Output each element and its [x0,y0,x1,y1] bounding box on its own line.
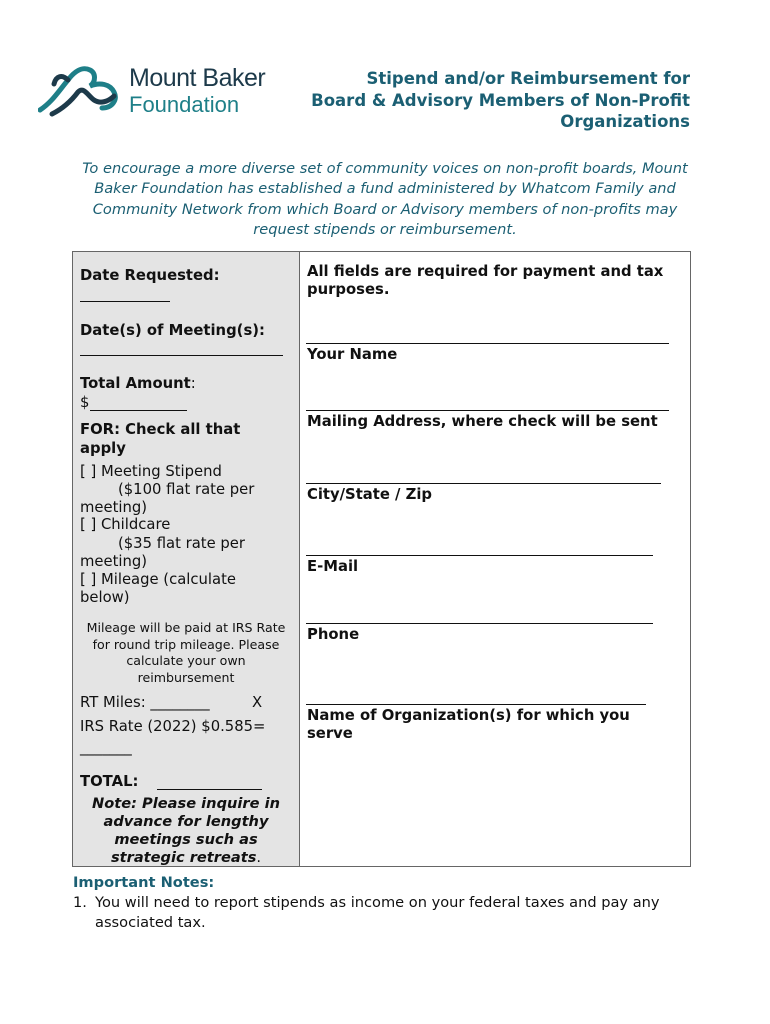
city-state-zip-field[interactable] [306,483,661,484]
mailing-address-label: Mailing Address, where check will be sent [307,413,658,430]
dates-meeting-label: Date(s) of Meeting(s): [80,322,265,339]
multiply-x: X [252,694,263,711]
city-state-zip-label: City/State / Zip [307,486,432,503]
date-requested-label: Date Requested: [80,267,220,284]
your-name-label: Your Name [307,346,398,363]
total-amount-text: Total Amount [80,375,191,392]
rt-miles-label[interactable]: RT Miles: ________ [80,694,210,711]
email-field[interactable] [306,555,653,556]
option-childcare-tail: meeting) [80,553,148,570]
mileage-note: Mileage will be paid at IRS Rate for round trip mileage. Please calculate your own reimbursement [86,620,286,685]
list-item-number: 1. [73,894,87,911]
phone-label: Phone [307,626,360,643]
mountain-logo-icon [38,62,128,120]
option-meeting-stipend-detail: ($100 flat rate per [118,481,255,498]
irs-rate-blank[interactable]: _______ [80,739,132,756]
intro-text: To encourage a more diverse set of community voices on non-profit boards, Mount Baker Foundation has established a fund administered by Whatcom Family and Community Network from which Board or Advisory members of non-profits may request stipends or reimbursement. [82,160,688,238]
total-amount-colon: : [190,375,196,392]
option-mileage-tail: below) [80,589,130,606]
irs-rate-label: IRS Rate (2022) $0.585= [80,718,266,735]
organization-label: Name of Organization(s) for which you serve [307,707,630,742]
total-amount-field[interactable] [90,410,187,411]
your-name-field[interactable] [306,343,669,344]
retreat-note-period: . [256,849,262,866]
list-item-text: You will need to report stipends as income on your federal taxes and pay any associated tax. [95,894,660,931]
logo-sub: Foundation [129,92,240,117]
email-label: E-Mail [307,558,359,575]
option-mileage[interactable]: [ ] Mileage (calculate [80,571,236,588]
retreat-note-text: Note: Please inquire in advance for lengthy meetings such as strategic retreats [92,795,280,866]
option-meeting-stipend-tail: meeting) [80,499,148,516]
left-column [73,252,300,866]
retreat-note [81,795,291,867]
page-title: Stipend and/or Reimbursement for Board & Advisory Members of Non-Profit Organizations [311,69,690,131]
right-column [300,252,690,866]
dates-meeting-field[interactable] [80,355,283,356]
total-field[interactable] [157,789,262,790]
for-check-label: FOR: Check all that apply [80,421,241,457]
option-childcare[interactable]: [ ] Childcare [80,516,171,533]
logo [38,62,288,120]
option-childcare-detail: ($35 flat rate per [118,535,245,552]
option-meeting-stipend[interactable]: [ ] Meeting Stipend [80,463,222,480]
important-notes-heading: Important Notes: [73,874,215,891]
mailing-address-field[interactable] [306,410,669,411]
organization-field[interactable] [306,704,646,705]
total-label: TOTAL: [80,773,139,790]
dollar-sign: $ [80,394,90,411]
form-table [72,251,691,867]
required-note: All fields are required for payment and tax purposes. [307,263,664,298]
logo-name: Mount Baker [129,64,266,92]
total-amount-label [80,375,196,393]
phone-field[interactable] [306,623,653,624]
date-requested-field[interactable] [80,301,170,302]
